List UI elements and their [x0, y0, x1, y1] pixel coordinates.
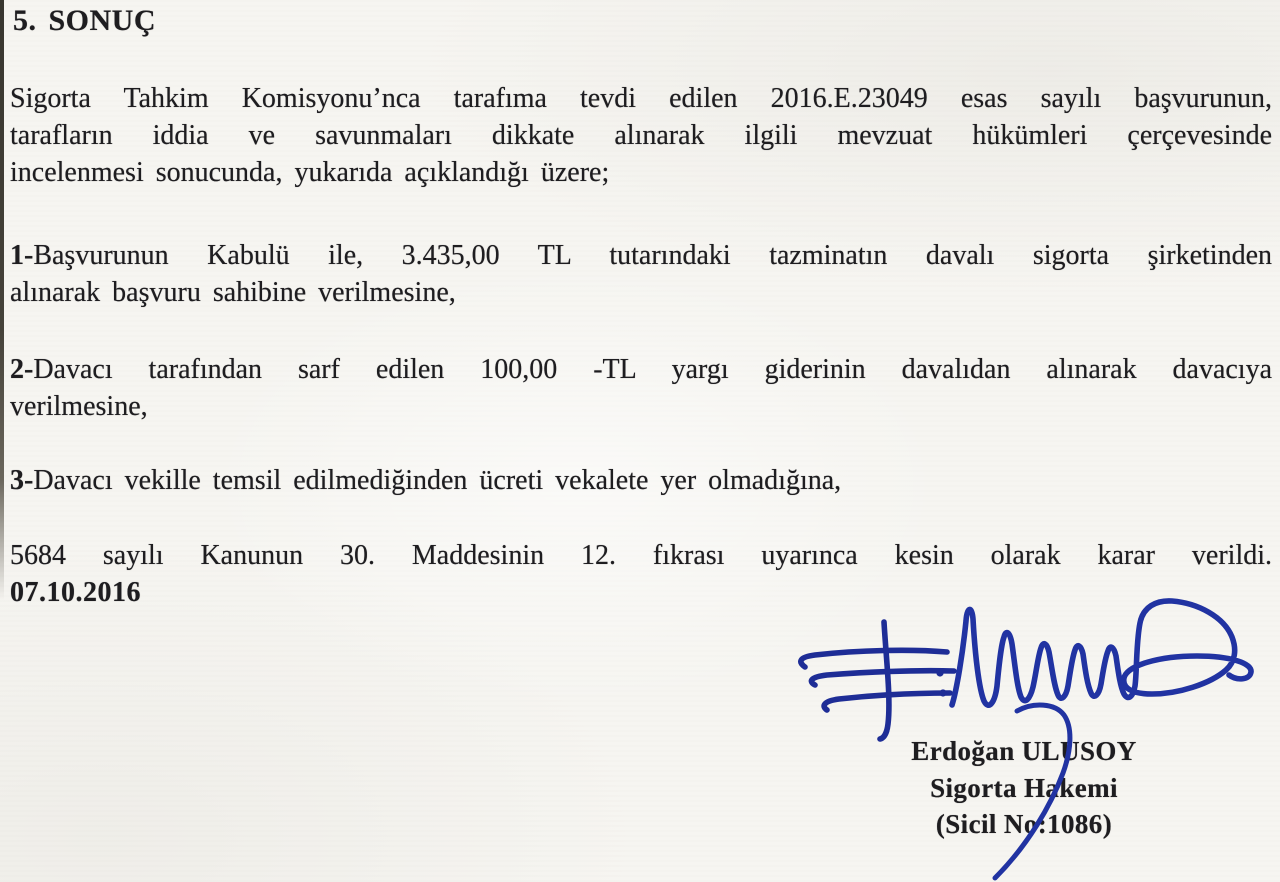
paragraph-line: incelenmesi sonucunda, yukarıda açıklandığı üzere;	[10, 157, 610, 188]
paragraph-line: tarafların iddia ve savunmaları dikkate alınarak ilgili mevzuat hükümleri çerçevesinde	[10, 120, 1272, 151]
ruling-item-1	[10, 237, 1272, 311]
signer-title: Sigorta Hakemi	[930, 772, 1118, 803]
signer-registry-no: (Sicil No:1086)	[935, 809, 1113, 839]
ruling-item-3	[10, 462, 1272, 499]
item-number: 3-	[10, 465, 34, 496]
paragraph-line: Sigorta Tahkim Komisyonu’nca tarafıma tevdi edilen 2016.E.23049 esas sayılı başvurunun,	[10, 83, 1272, 114]
ruling-item-2	[10, 351, 1272, 425]
item-text: Başvurunun Kabulü ile, 3.435,00 TL tutarındaki tazminatın davalı sigorta şirketinden	[33, 240, 1272, 271]
paragraph-line	[10, 351, 1272, 388]
signature-block	[868, 733, 1180, 843]
signer-name: Erdoğan ULUSOY	[911, 736, 1137, 766]
item-text: Davacı vekille temsil edilmediğinden ücreti vekalete yer olmadığına,	[33, 465, 842, 496]
paragraph-line: verilmesine,	[10, 391, 148, 422]
item-text: Davacı tarafından sarf edilen 100,00 -TL yargı giderinin davalıdan alınarak davacıya	[33, 354, 1272, 385]
closing-paragraph	[10, 537, 1272, 611]
scan-edge-artifact	[0, 0, 4, 600]
item-number: 1-	[10, 240, 34, 271]
paragraph-line	[10, 462, 1272, 499]
signature-loops	[952, 601, 1251, 705]
paragraph-line: 5684 sayılı Kanunun 30. Maddesinin 12. fıkrası uyarınca kesin olarak karar verildi.	[10, 540, 1272, 571]
paragraph-line	[10, 237, 1272, 274]
paragraph-line: alınarak başvuru sahibine verilmesine,	[10, 277, 456, 308]
intro-paragraph	[10, 80, 1272, 191]
decision-date: 07.10.2016	[10, 577, 141, 608]
signature-e-strokes	[801, 622, 954, 739]
section-heading: 5. SONUÇ	[13, 4, 157, 37]
item-number: 2-	[10, 354, 34, 385]
